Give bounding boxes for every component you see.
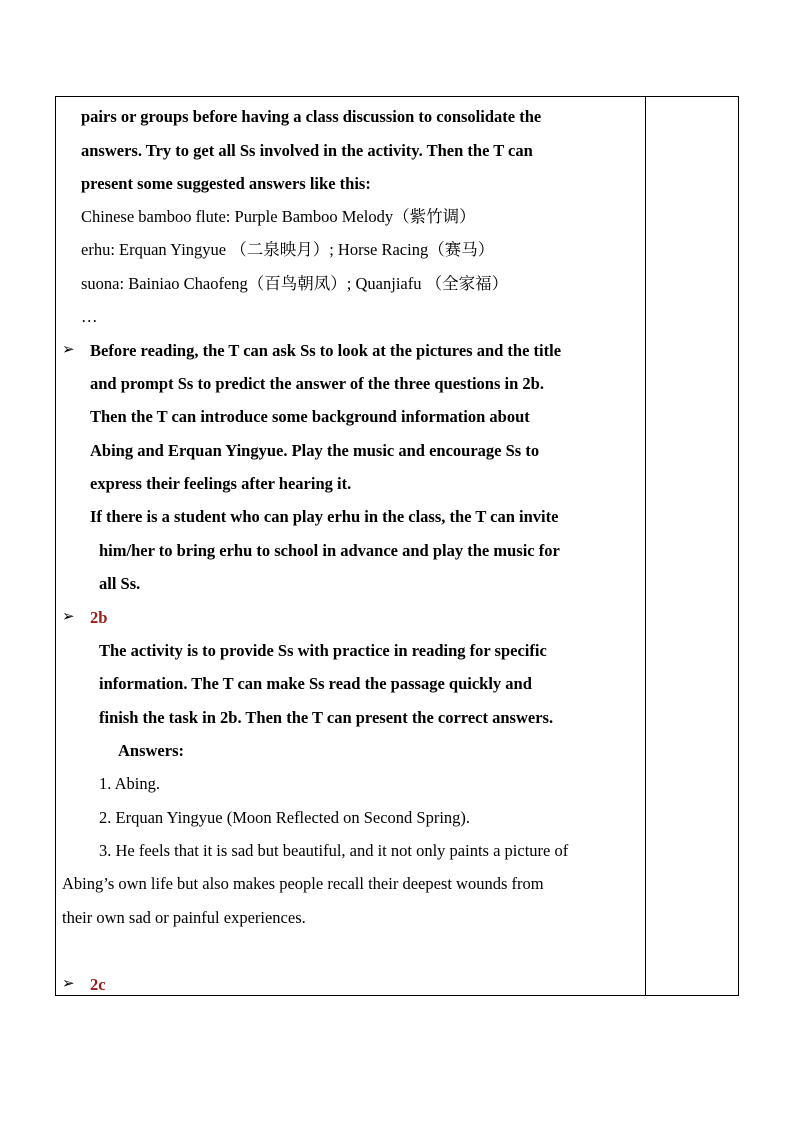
suggested-answer-ellipsis: …	[81, 307, 98, 326]
answer-2: 2. Erquan Yingyue (Moon Reflected on Second Spring).	[99, 808, 471, 827]
answers-label: Answers:	[118, 741, 184, 760]
intro-line-2: answers. Try to get all Ss involved in the activity. Then the T can	[81, 141, 533, 160]
section-2c-heading: 2c	[90, 975, 106, 994]
before-reading-line-1: Before reading, the T can ask Ss to look at the pictures and the title	[90, 341, 562, 360]
before-reading-line-8: all Ss.	[99, 574, 141, 593]
bullet-arrow-icon: ➢	[62, 976, 75, 992]
suggested-answer-flute: Chinese bamboo flute: Purple Bamboo Melody（紫竹调）	[81, 207, 476, 226]
intro-line-1: pairs or groups before having a class discussion to consolidate the	[81, 107, 542, 126]
before-reading-line-5: express their feelings after hearing it.	[90, 474, 352, 493]
bullet-arrow-icon: ➢	[62, 342, 75, 358]
before-reading-line-7: him/her to bring erhu to school in advance and play the music for	[99, 541, 560, 560]
answer-1: 1. Abing.	[99, 774, 160, 793]
before-reading-line-3: Then the T can introduce some background information about	[90, 407, 530, 426]
intro-line-3: present some suggested answers like this:	[81, 174, 371, 193]
suggested-answer-suona: suona: Bainiao Chaofeng（百鸟朝凤）; Quanjiafu （全家福）	[81, 274, 509, 293]
bullet-arrow-icon: ➢	[62, 609, 75, 625]
answer-3-line-3: their own sad or painful experiences.	[62, 908, 306, 927]
section-2b-heading: 2b	[90, 608, 108, 627]
before-reading-line-2: and prompt Ss to predict the answer of the three questions in 2b.	[90, 374, 544, 393]
answer-3-line-1: 3. He feels that it is sad but beautiful, and it not only paints a picture of	[99, 841, 569, 860]
section-2b-line-1: The activity is to provide Ss with practice in reading for specific	[99, 641, 547, 660]
lesson-table	[55, 96, 739, 996]
column-divider	[645, 97, 646, 995]
before-reading-line-4: Abing and Erquan Yingyue. Play the music and encourage Ss to	[90, 441, 540, 460]
suggested-answer-erhu: erhu: Erquan Yingyue （二泉映月）; Horse Racing（赛马）	[81, 240, 495, 259]
answer-3-line-2: Abing’s own life but also makes people recall their deepest wounds from	[62, 874, 544, 893]
section-2b-line-2: information. The T can make Ss read the passage quickly and	[99, 674, 532, 693]
section-2b-line-3: finish the task in 2b. Then the T can present the correct answers.	[99, 708, 554, 727]
before-reading-line-6: If there is a student who can play erhu in the class, the T can invite	[90, 507, 559, 526]
